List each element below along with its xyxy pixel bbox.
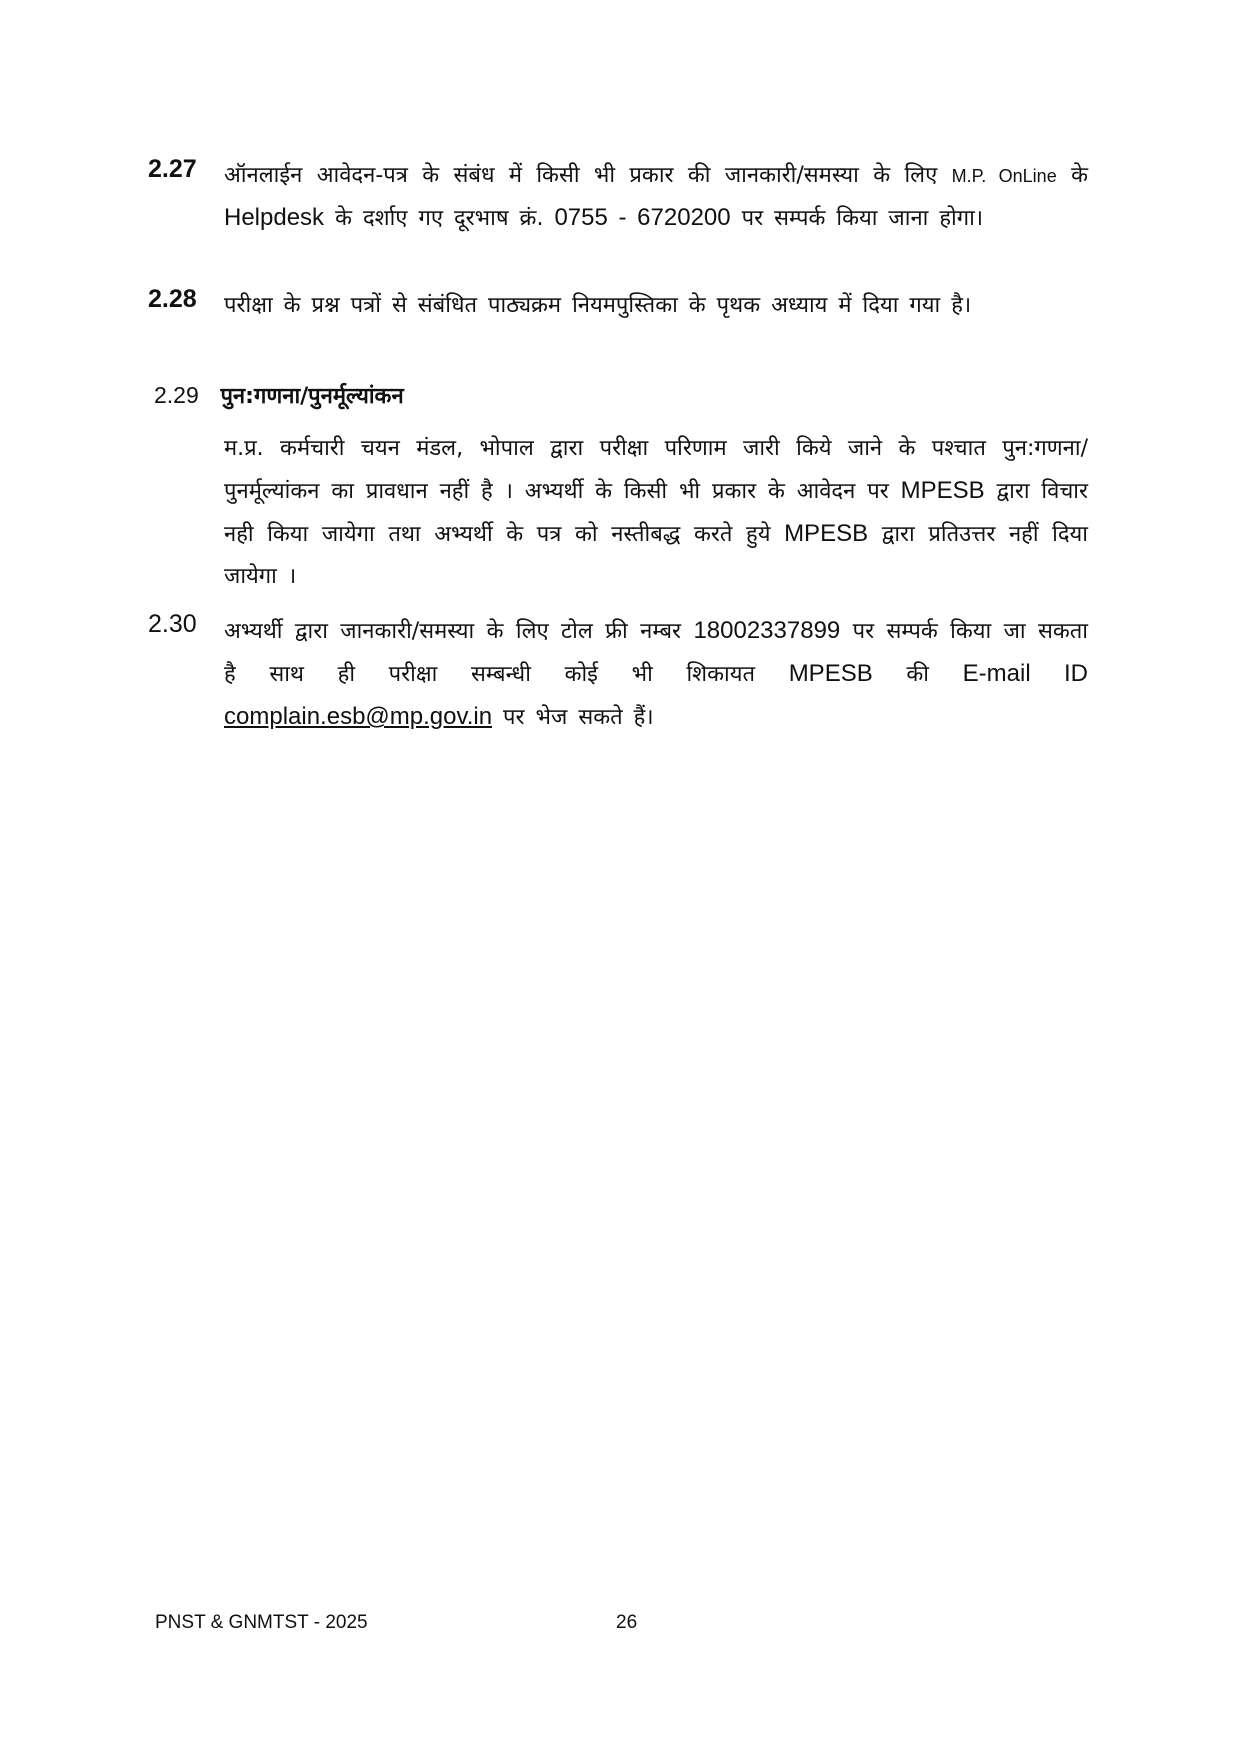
complaint-email-link[interactable]: complain.esb@mp.gov.in [224,703,493,730]
section-2-28 [148,285,1088,327]
footer-document-title: PNST & GNMTST - 2025 [155,1612,368,1633]
section-2-29-body [148,428,1088,598]
toll-free-number: 18002337899 [693,617,841,644]
mpesb-label: MPESB [788,660,873,687]
section-title: पुन:गणना/पुनर्मूल्यांकन [220,384,404,409]
section-number: 2.29 [154,382,199,408]
mpesb-label: MPESB [900,477,985,504]
helpdesk-label: Helpdesk [224,204,325,231]
section-number: 2.30 [148,610,197,638]
section-body: अभ्यर्थी द्वारा जानकारी/समस्या के लिए टोल फ्री नम्बर 18002337899 पर सम्पर्क किया जा सकता है साथ ही परीक्षा सम्बन्धी कोई भी शिकायत MPESB की E-mail ID complain.esb@mp.gov.in पर भेज सकते हैं। [224,617,1089,730]
section-2-29-heading [154,380,404,410]
section-body: म.प्र. कर्मचारी चयन मंडल, भोपाल द्वारा परीक्षा परिणाम जारी किये जाने के पश्चात पुन:गणना/पुनर्मूल्यांकन का प्रावधान नहीं है । अभ्यर्थी के किसी भी प्रकार के आवेदन पर MPESB द्वारा विचार नही किया जायेगा तथा अभ्यर्थी के पत्र को नस्तीबद्ध करते हुये MPESB द्वारा प्रतिउत्तर नहीं दिया जायेगा । [224,436,1088,589]
section-body: ऑनलाईन आवेदन-पत्र के संबंध में किसी भी प्रकार की जानकारी/समस्या के लिए M.P. OnLine के Helpdesk के दर्शाए गए दूरभाष क्रं. 0755 - 6720200 पर सम्पर्क किया जाना होगा। [224,163,1088,231]
section-number: 2.28 [148,285,197,313]
footer-page-number: 26 [616,1612,638,1633]
section-body: परीक्षा के प्रश्न पत्रों से संबंधित पाठ्यक्रम नियमपुस्तिका के पृथक अध्याय में दिया गया है। [224,293,972,318]
mp-online-label: M.P. OnLine [951,166,1057,186]
section-number: 2.27 [148,155,197,183]
section-2-30 [148,610,1088,739]
section-2-27 [148,155,1088,240]
email-id-label: E-mail ID [962,660,1089,687]
helpdesk-phone: 0755 - 6720200 [554,204,731,231]
mpesb-label: MPESB [784,520,869,547]
